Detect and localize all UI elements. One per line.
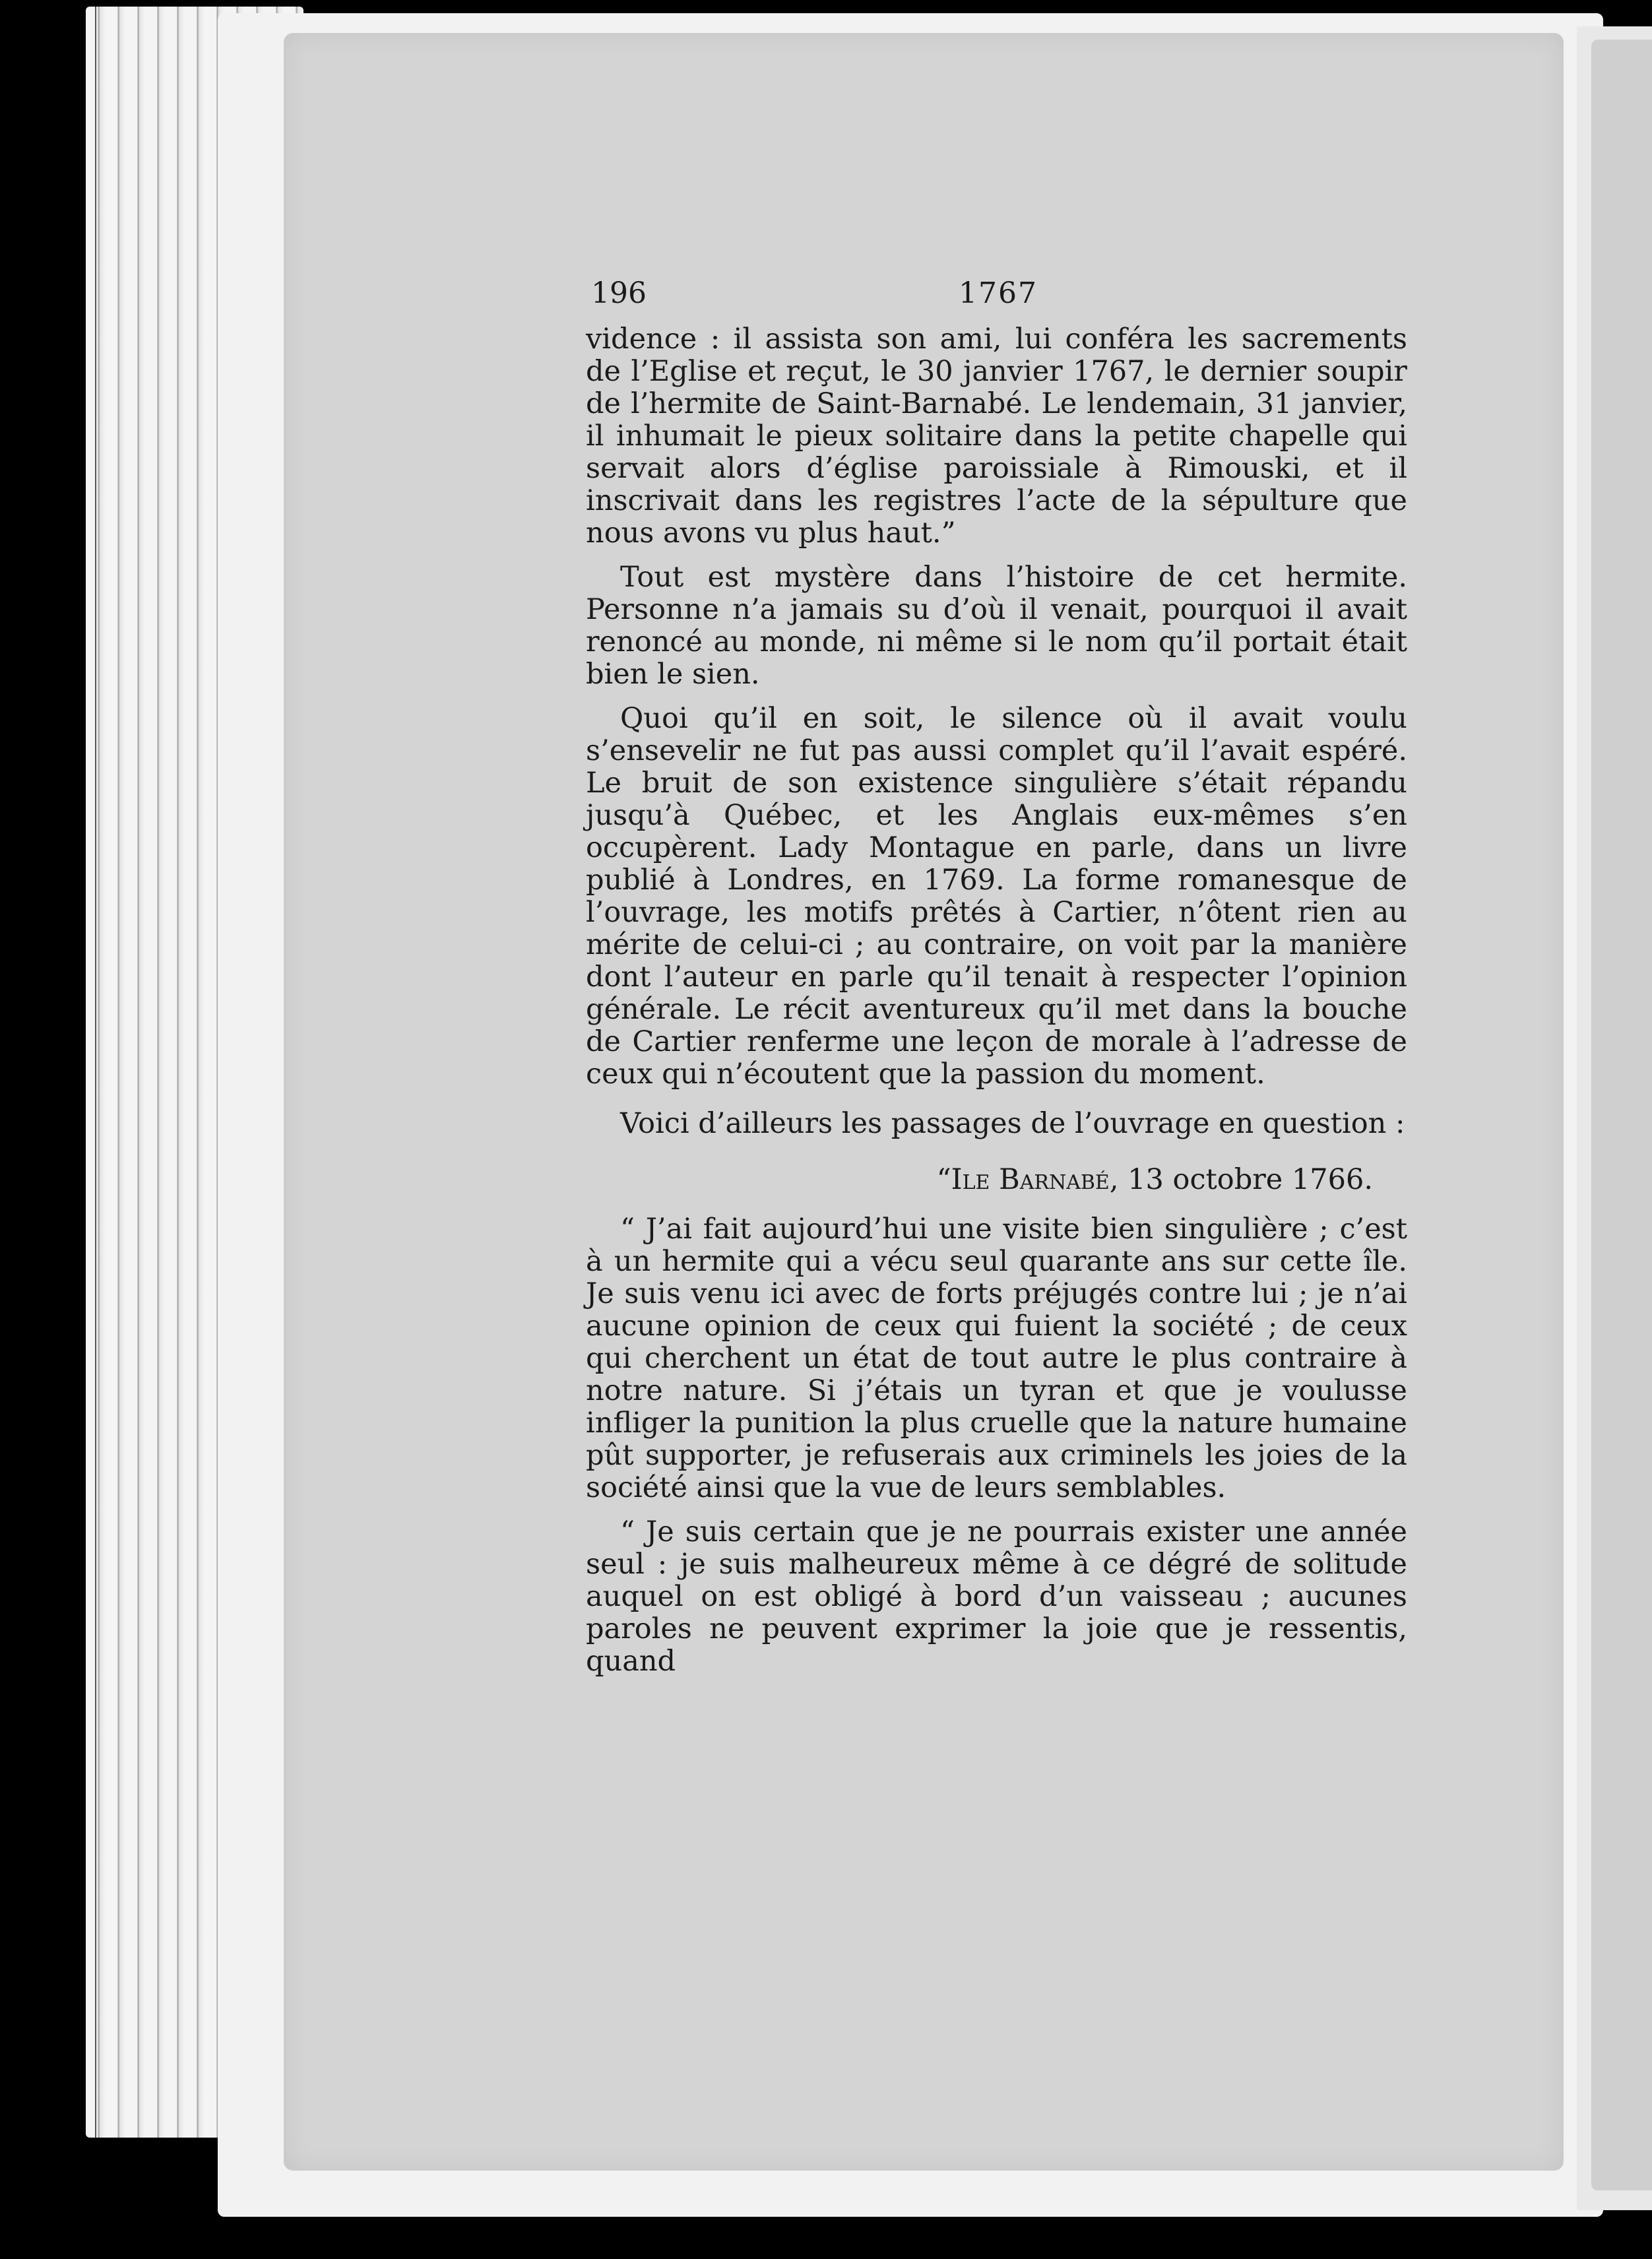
facing-page-inner (1591, 40, 1652, 2190)
dateline-date: , 13 octobre 1766. (1109, 1163, 1373, 1196)
facing-page-edge (1577, 26, 1652, 2210)
running-head (586, 277, 1407, 323)
running-head-title: 1767 (959, 276, 1038, 310)
quoted-paragraph-visit: “ J’ai fait aujourd’hui une visite bien singulière ; c’est à un hermite qui a vécu seul quarante ans sur cette île. Je suis venu ici avec de forts préjugés contre lui ; je n’ai aucune opinion de ceux qui fuient la société ; de ceux qui cherchent un état de tout autre le plus contraire à notre nature. Si j’étais un tyran et que je voulusse infliger la punition la plus cruelle que la nature humaine pût supporter, je refuserais aux criminels les joies de la société ainsi que la vue de leurs semblables. (586, 1213, 1407, 1504)
dateline-place: Ile Barnabé (951, 1163, 1110, 1196)
quoted-paragraph-solitude: “ Je suis certain que je ne pourrais exister une année seul : je suis malheureux même à ce dégré de solitude auquel on est obligé à bord d’un vaisseau ; aucunes paroles ne peuvent exprimer la joie que je ressentis, quand (586, 1515, 1407, 1678)
paragraph-mystery: Tout est mystère dans l’histoire de cet hermite. Personne n’a jamais su d’où il venait, pourquoi il avait renoncé au monde, ni même si le nom qu’il portait était bien le sien. (586, 561, 1407, 691)
paragraph-continuation: vidence : il assista son ami, lui conféra les sacrements de l’Eglise et reçut, le 30 janvier 1767, le dernier soupir de l’hermite de Saint-Barnabé. Le lendemain, 31 janvier, il inhumait le pieux solitaire dans la petite chapelle qui servait alors d’église paroissiale à Rimouski, et il inscrivait dans les registres l’acte de la sépulture que nous avons vu plus haut.” (586, 323, 1407, 550)
page-number: 196 (591, 276, 647, 310)
page-text-block (586, 277, 1407, 1690)
paragraph-silence: Quoi qu’il en soit, le silence où il avait voulu s’ensevelir ne fut pas aussi complet qu’il l’avait espéré. Le bruit de son existence singulière s’était répandu jusqu’à Québec, et les Anglais eux-mêmes s’en occupèrent. Lady Montague en parle, dans un livre publié à Londres, en 1769. La forme romanesque de l’ouvrage, les motifs prêtés à Cartier, n’ôtent rien au mérite de celui-ci ; au contraire, on voit par la manière dont l’auteur en parle qu’il tenait à respecter l’opinion générale. Le récit aventureux qu’il met dans la bouche de Cartier renferme une leçon de morale à l’adresse de ceux qui n’écoutent que la passion du moment. (586, 702, 1407, 1091)
quoted-dateline (586, 1164, 1373, 1196)
paragraph-passages-intro: Voici d’ailleurs les passages de l’ouvrage en question : (620, 1107, 1405, 1140)
dateline-open-quote: “ (936, 1163, 951, 1196)
